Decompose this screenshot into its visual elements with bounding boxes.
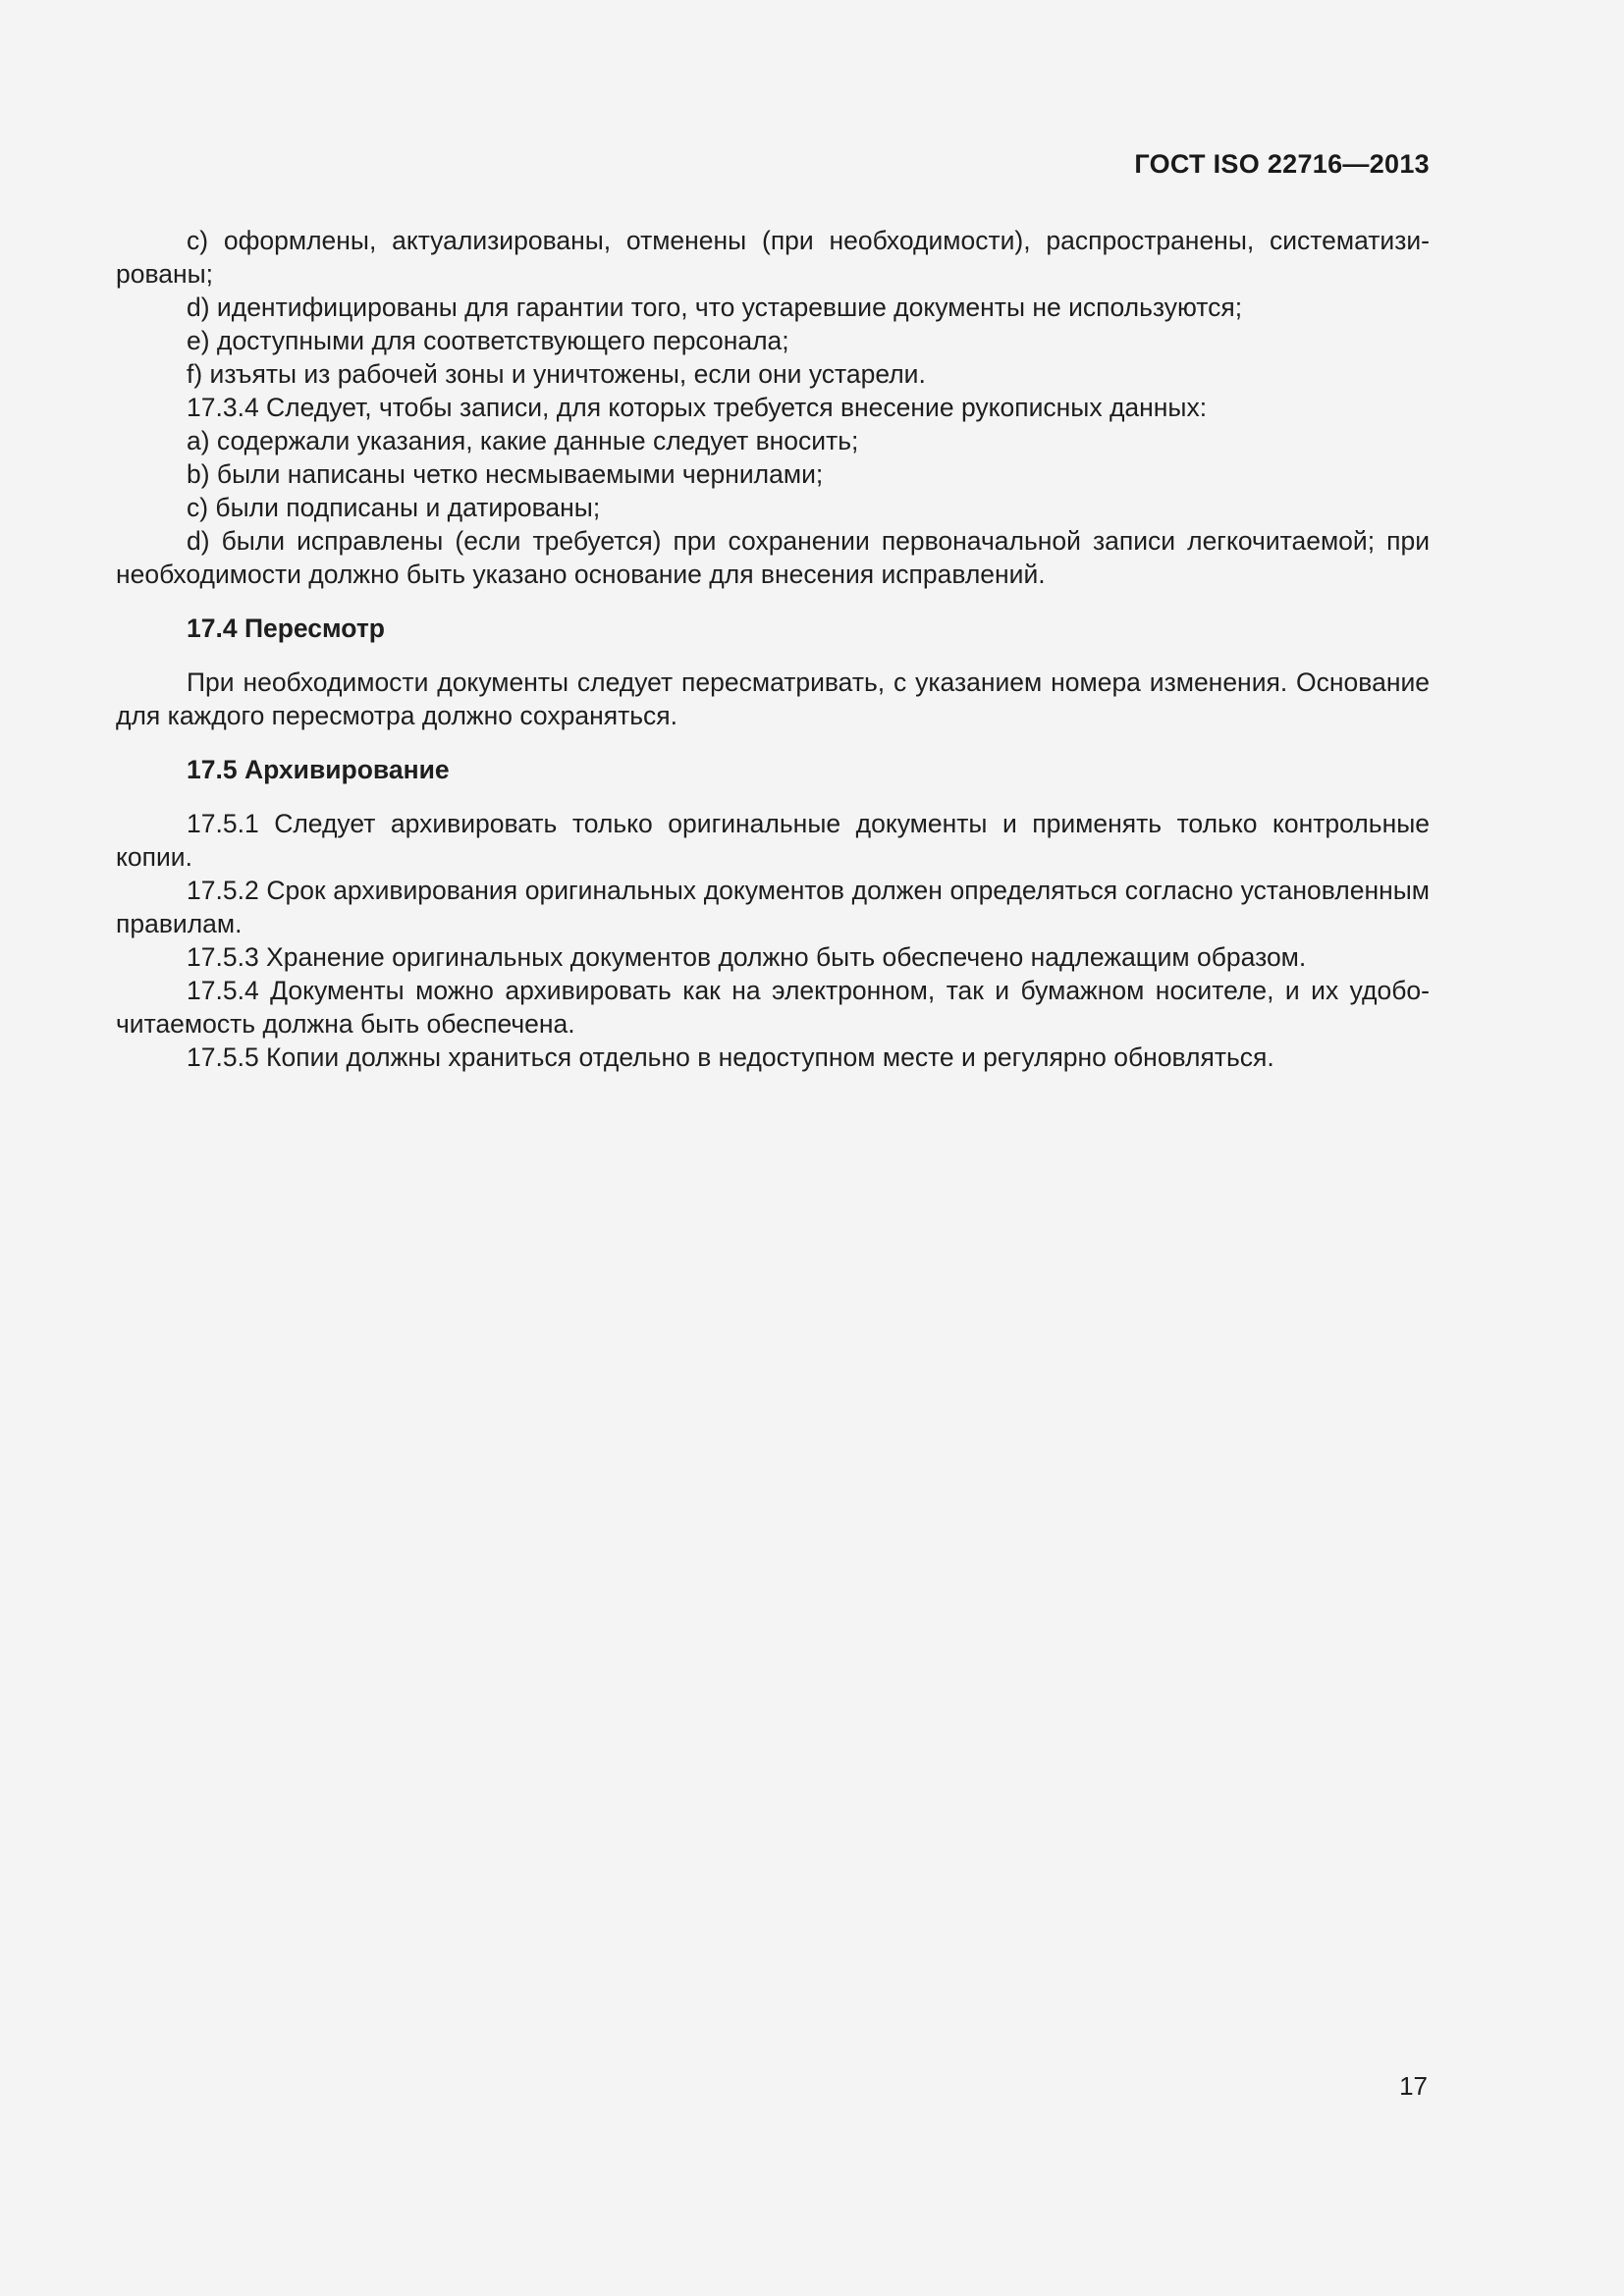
clause-17-3-4-item-a: a) содержали указания, какие данные следует вносить; — [187, 426, 859, 455]
clause-17-5-3: 17.5.3 Хранение оригинальных документов должно быть обеспечено надлежащим образом. — [187, 942, 1307, 972]
clause-17-5-1: 17.5.1 Следует архивировать только оригинальные документы и применять только контрольные копии. — [116, 809, 1430, 872]
list-item-e: e) доступными для соответствующего персонала; — [187, 326, 789, 355]
clause-17-5-2: 17.5.2 Срок архивирования оригинальных документов должен определяться согласно установленным правилам. — [116, 876, 1430, 938]
list-item-c: c) оформлены, актуализированы, отменены (при необходимости), распространены, систематизированы; — [116, 226, 1430, 289]
section-heading-17-4: 17.4 Пересмотр — [187, 614, 385, 643]
list-item-f: f) изъяты из рабочей зоны и уничтожены, если они устарели. — [187, 359, 926, 389]
clause-17-4-text: При необходимости документы следует пересматривать, с указанием номера изменения. Основание для каждого пересмотра должно сохраняться. — [116, 667, 1430, 730]
clause-17-3-4-item-b: b) были написаны четко несмываемыми чернилами; — [187, 459, 824, 489]
standard-code-header: ГОСТ ISO 22716—2013 — [1134, 149, 1430, 179]
page-number: 17 — [1399, 2071, 1428, 2101]
clause-17-3-4-item-d: d) были исправлены (если требуется) при сохранении первоначальной записи легкочитаемой; при необходимости должно быть указано основание для внесения исправлений. — [116, 526, 1430, 589]
clause-17-3-4: 17.3.4 Следует, чтобы записи, для которых требуется внесение рукописных данных: — [187, 393, 1208, 422]
clause-17-5-5: 17.5.5 Копии должны храниться отдельно в недоступном месте и регулярно обновляться. — [187, 1042, 1274, 1072]
clause-17-3-4-item-c: c) были подписаны и датированы; — [187, 493, 601, 522]
page-content — [116, 224, 1430, 1074]
list-item-d: d) идентифицированы для гарантии того, что устаревшие документы не используются; — [187, 293, 1243, 322]
section-heading-17-5: 17.5 Архивирование — [187, 755, 450, 784]
clause-17-5-4: 17.5.4 Документы можно архивировать как на электронном, так и бумажном носителе, и их удобочитаемость должна быть обеспечена. — [116, 976, 1430, 1039]
